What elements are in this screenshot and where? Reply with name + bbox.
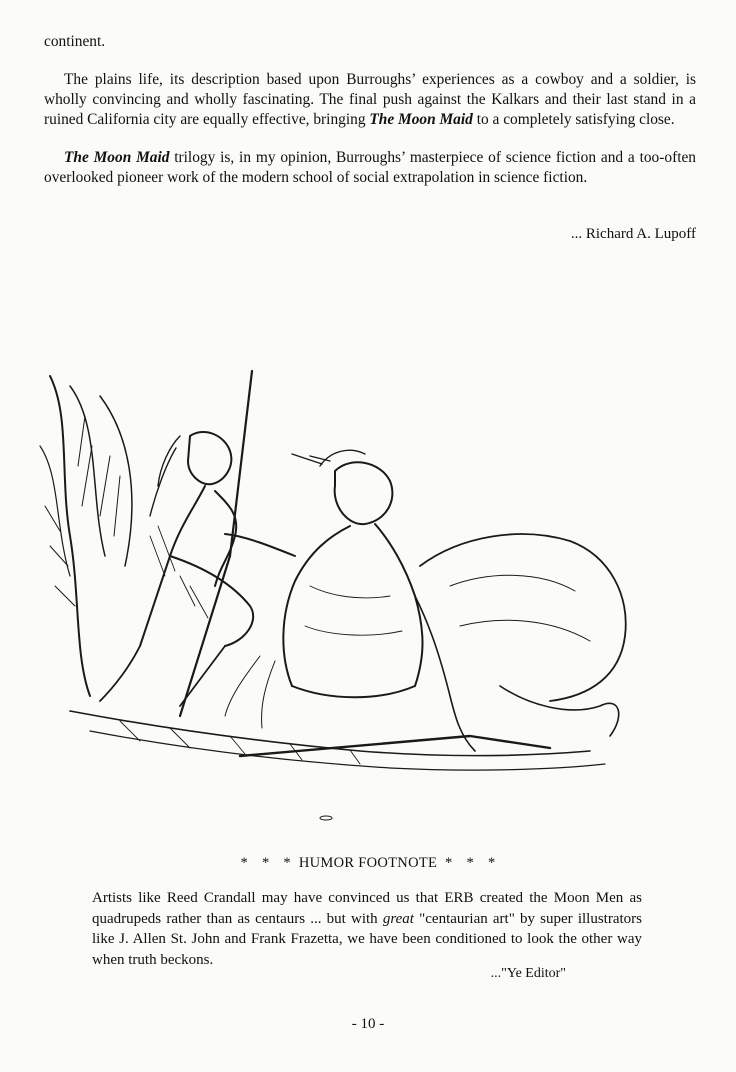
illustration — [30, 356, 630, 826]
paragraph-plains-life: The plains life, its description based upon Burroughs’ experiences as a cowboy and a soldier, is wholly convincing and wholly fascinating. The final push against the Kalkars and their last stand in a ruined California city are equally effective, bringing The Moon Maid to a completely satisfying close. — [44, 71, 696, 128]
stars-right: * * * — [445, 855, 496, 871]
stars-left: * * * — [240, 855, 291, 871]
footnote-heading — [0, 855, 736, 872]
emphasis: great — [382, 910, 414, 927]
book-title: The Moon Maid — [369, 111, 473, 128]
footnote-text: Artists like Reed Crandall may have convinced us that ERB created the Moon Men as quadrupeds rather than as centaurs ... but with great "centaurian art" by super illustrators like J. Allen St. John and Frank Frazetta, we have been conditioned to look the other way when truth beckons. — [92, 890, 642, 968]
author-signature: ... Richard A. Lupoff — [570, 226, 696, 242]
editor-signature: ..."Ye Editor" — [490, 966, 566, 981]
book-title: The Moon Maid — [64, 149, 170, 166]
article-body — [44, 32, 696, 188]
paragraph-trilogy: The Moon Maid trilogy is, in my opinion, Burroughs’ masterpiece of science fiction and a too-often overlooked pioneer work of the modern school of social extrapolation in science fiction. — [44, 149, 696, 186]
footnote-title: HUMOR FOOTNOTE — [298, 855, 438, 871]
page-number: - 10 - — [351, 1016, 385, 1032]
paragraph-continuation: continent. — [44, 33, 106, 50]
